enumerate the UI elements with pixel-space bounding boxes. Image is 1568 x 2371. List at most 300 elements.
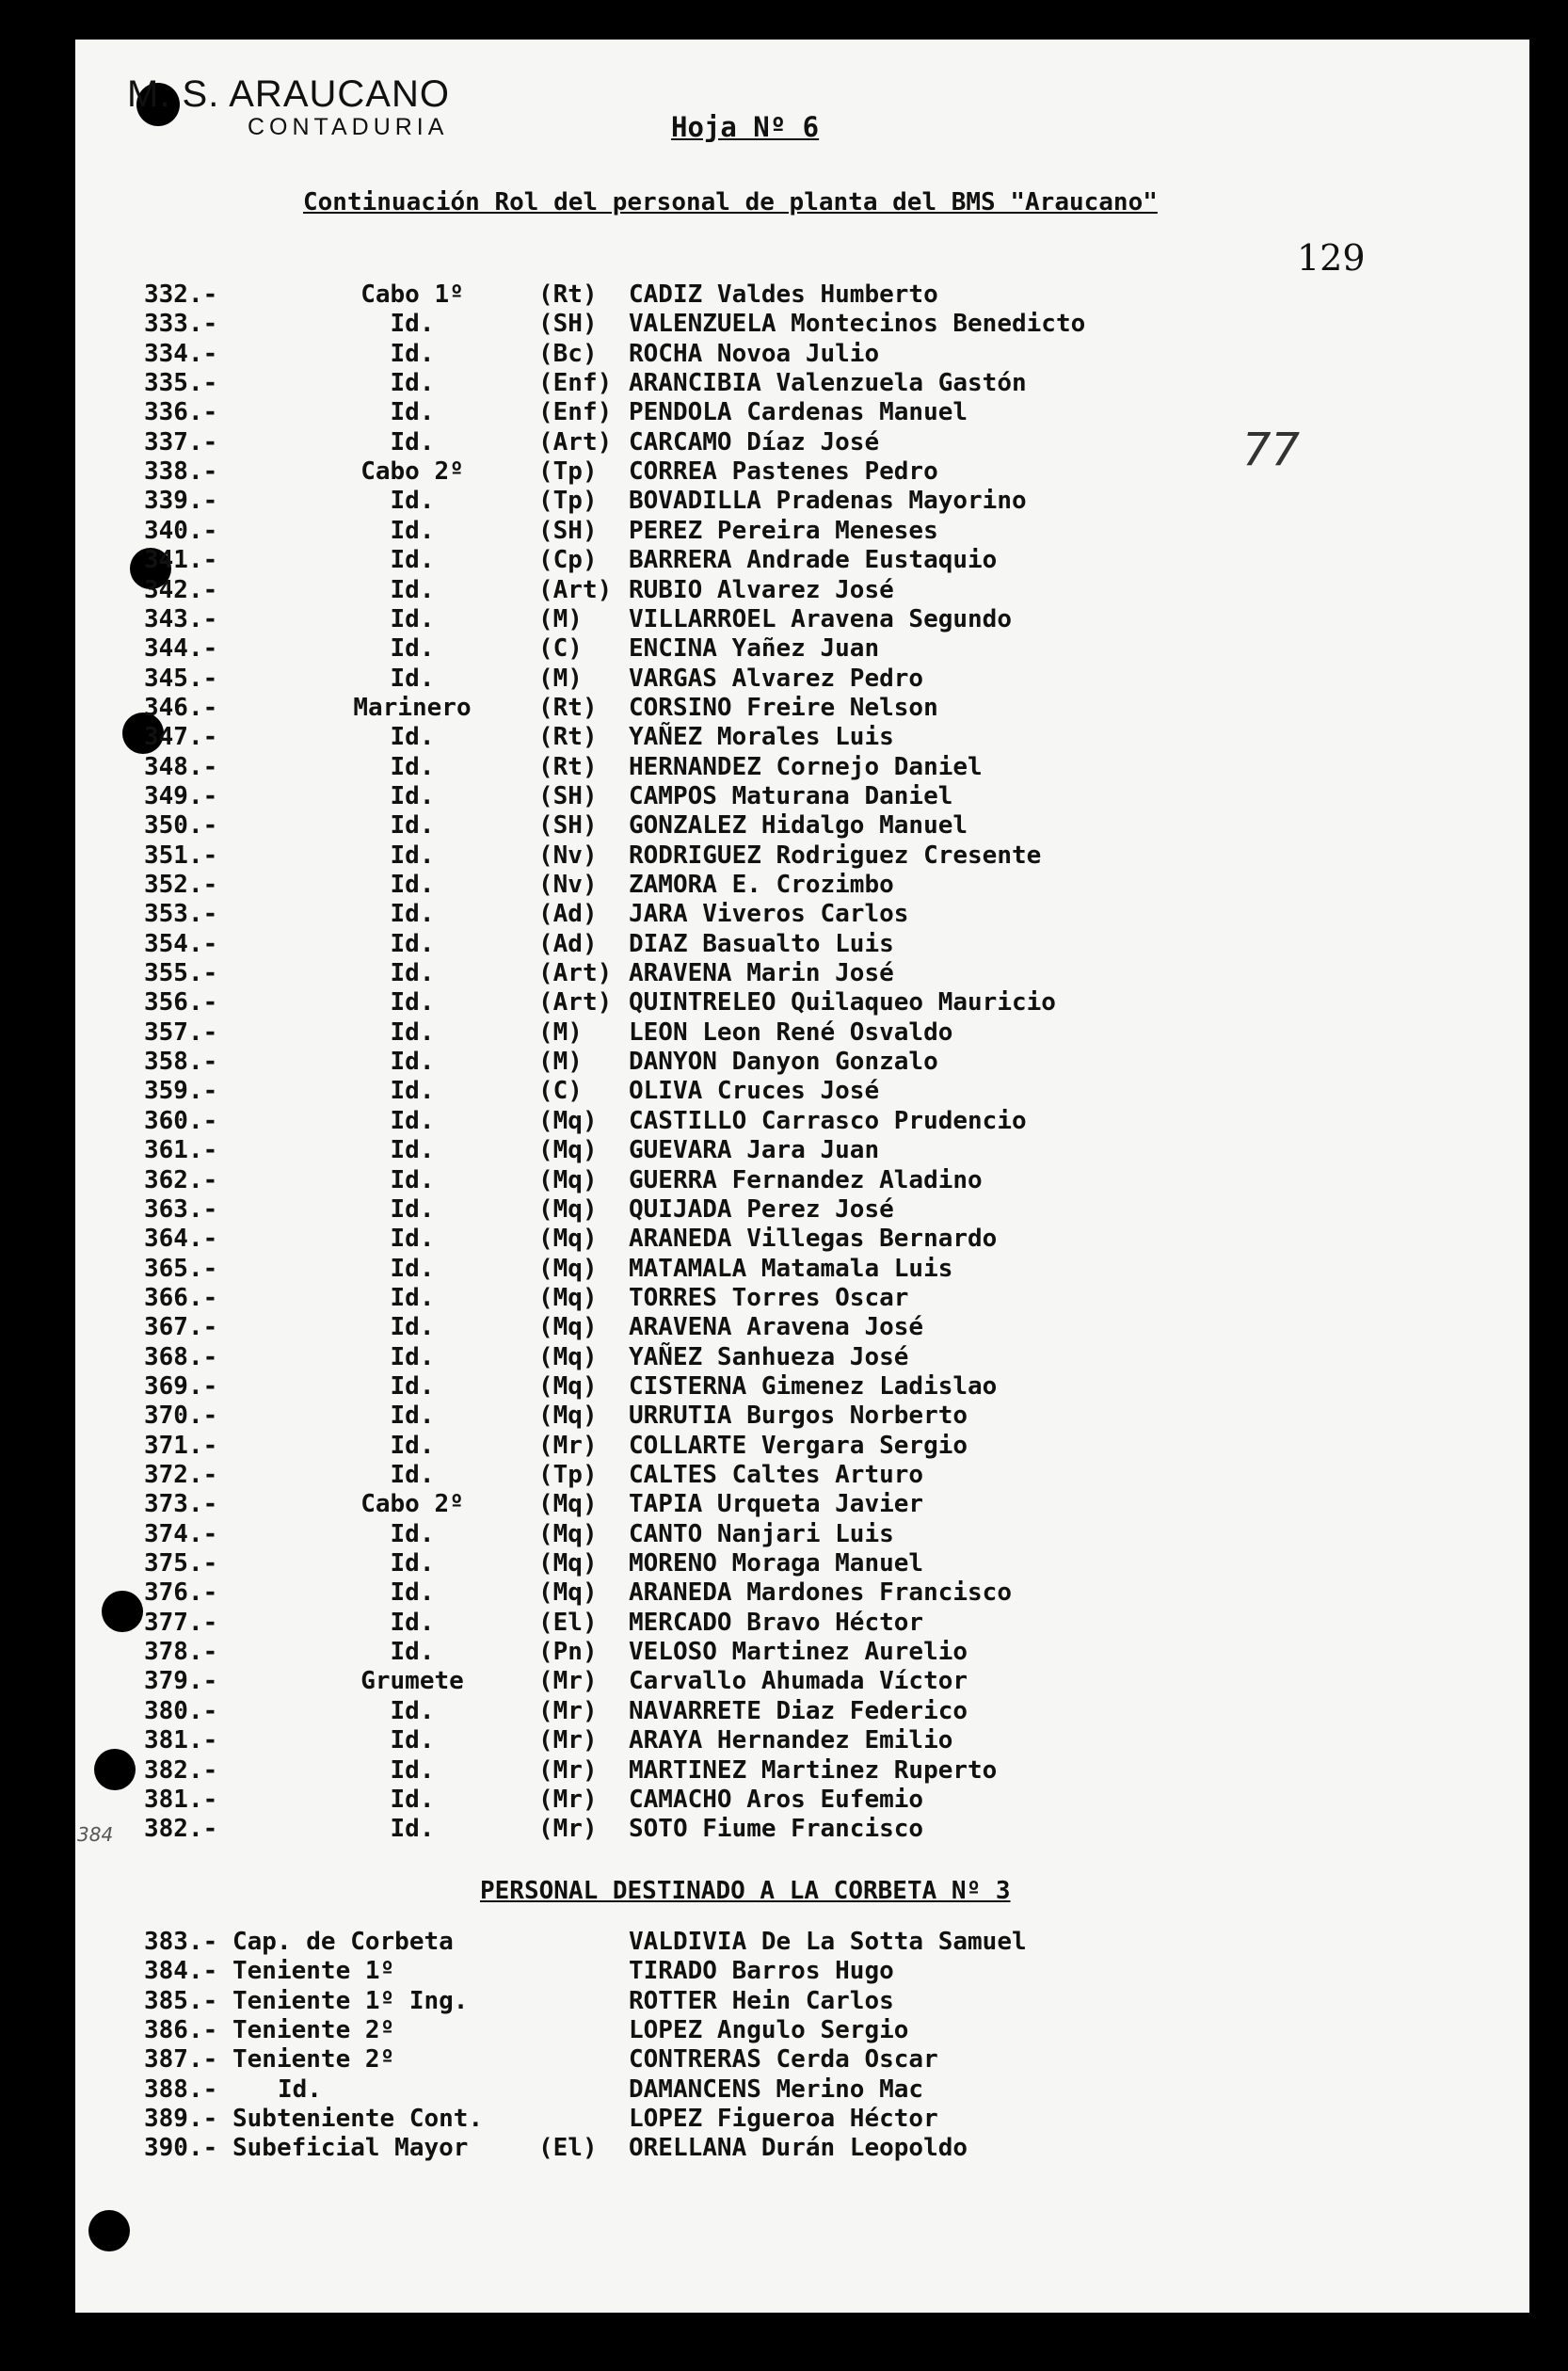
specialty-code: (C): [538, 1077, 583, 1106]
table-row: [0, 1048, 1412, 1077]
table-row: [0, 959, 1412, 988]
specialty-code: (Art): [538, 959, 613, 988]
table-row: [0, 1018, 1412, 1048]
rank: Cap. de Corbeta: [232, 1928, 454, 1956]
rank: Cabo 1º: [360, 280, 464, 309]
rank: Id.: [390, 634, 435, 664]
entry-number: 357.-: [144, 1017, 218, 1047]
rank: Cabo 2º: [360, 457, 464, 487]
person-name: VALENZUELA Montecinos Benedicto: [629, 310, 1086, 339]
entry-number: 340.-: [144, 516, 218, 545]
person-name: ROTTER Hein Carlos: [629, 1986, 894, 2015]
handwritten-note: 384: [77, 1823, 114, 1846]
entry-number: 386.-: [144, 2016, 218, 2045]
rank: Id.: [390, 398, 435, 427]
specialty-code: (Mq): [538, 1254, 598, 1283]
rank: Id.: [390, 1638, 435, 1667]
entry-number: 343.-: [144, 604, 218, 633]
entry-number: 352.-: [144, 871, 218, 899]
person-name: QUINTRELEO Quilaqueo Mauricio: [629, 988, 1056, 1017]
rank: Teniente 2º: [232, 2016, 395, 2045]
table-row: [0, 665, 1412, 694]
table-row: [0, 930, 1412, 959]
rank: Grumete: [360, 1667, 464, 1696]
entry-number: 356.-: [144, 988, 218, 1017]
entry-number: 387.-: [144, 2045, 218, 2075]
specialty-code: (SH): [538, 811, 598, 841]
person-name: TORRES Torres Oscar: [629, 1283, 909, 1312]
rank: Marinero: [353, 693, 472, 722]
entry-number: 338.-: [144, 457, 218, 487]
person-name: CONTRERAS Cerda Oscar: [629, 2045, 938, 2075]
entry-number: 373.-: [144, 1490, 218, 1519]
entry-number: 332.-: [144, 280, 218, 309]
rank: Id.: [390, 1402, 435, 1431]
specialty-code: (El): [538, 1608, 598, 1637]
entry-number: 378.-: [144, 1638, 218, 1667]
entry-number: 372.-: [144, 1461, 218, 1489]
table-row: [0, 546, 1412, 575]
specialty-code: (Art): [538, 427, 613, 457]
table-row: [0, 605, 1412, 634]
entry-number: 367.-: [144, 1313, 218, 1342]
table-row: [0, 398, 1412, 427]
person-name: TAPIA Urqueta Javier: [629, 1490, 924, 1519]
specialty-code: (Mr): [538, 1755, 598, 1785]
rank: Id.: [390, 723, 435, 752]
rank: Cabo 2º: [360, 1490, 464, 1519]
specialty-code: (Mq): [538, 1165, 598, 1194]
table-row: [0, 1520, 1412, 1549]
rank: Id.: [390, 900, 435, 929]
specialty-code: (Mq): [538, 1342, 598, 1371]
table-row: [0, 1402, 1412, 1431]
person-name: PENDOLA Cardenas Manuel: [629, 398, 968, 427]
person-name: BARRERA Andrade Eustaquio: [629, 546, 998, 575]
specialty-code: (Mq): [538, 1490, 598, 1519]
person-name: MATAMALA Matamala Luis: [629, 1254, 953, 1283]
rank: Id.: [390, 1726, 435, 1755]
person-name: GUERRA Fernandez Aladino: [629, 1165, 983, 1194]
specialty-code: (Rt): [538, 752, 598, 781]
entry-number: 388.-: [144, 2075, 218, 2104]
entry-number: 363.-: [144, 1194, 218, 1224]
entry-number: 350.-: [144, 811, 218, 841]
entry-number: 368.-: [144, 1342, 218, 1371]
specialty-code: (Mq): [538, 1136, 598, 1165]
rank: Id.: [390, 1313, 435, 1342]
entry-number: 336.-: [144, 398, 218, 427]
table-row: [0, 2105, 1412, 2134]
person-name: TIRADO Barros Hugo: [629, 1957, 894, 1986]
rank: Id.: [390, 1165, 435, 1194]
person-name: CADIZ Valdes Humberto: [629, 280, 938, 309]
table-row: [0, 1372, 1412, 1402]
table-row: [0, 988, 1412, 1017]
table-row: [0, 1987, 1412, 2016]
rank: Id.: [390, 1225, 435, 1254]
rank: Id.: [390, 1815, 435, 1844]
table-row: [0, 1490, 1412, 1519]
table-row: [0, 1667, 1412, 1696]
entry-number: 344.-: [144, 634, 218, 664]
ship-stamp: [127, 73, 450, 141]
person-name: URRUTIA Burgos Norberto: [629, 1402, 968, 1431]
table-row: [0, 753, 1412, 782]
table-row: [0, 1928, 1412, 1957]
rank: Id.: [390, 310, 435, 339]
rank: Id.: [390, 811, 435, 841]
specialty-code: (SH): [538, 516, 598, 545]
table-row: [0, 1815, 1412, 1844]
person-name: CORREA Pastenes Pedro: [629, 457, 938, 487]
person-name: RUBIO Alvarez José: [629, 575, 894, 604]
table-row: [0, 576, 1412, 605]
entry-number: 377.-: [144, 1608, 218, 1637]
specialty-code: (Ad): [538, 929, 598, 958]
person-name: CASTILLO Carrasco Prudencio: [629, 1106, 1027, 1135]
rank: Subteniente Cont.: [232, 2105, 484, 2134]
specialty-code: (Ad): [538, 900, 598, 929]
table-row: [0, 1284, 1412, 1313]
rank: Id.: [390, 1017, 435, 1047]
table-row: [0, 1756, 1412, 1786]
table-row: [0, 1166, 1412, 1195]
specialty-code: (M): [538, 664, 583, 693]
table-row: [0, 280, 1412, 310]
rank: Id.: [278, 2075, 322, 2104]
entry-number: 389.-: [144, 2105, 218, 2134]
rank: Id.: [390, 1136, 435, 1165]
person-name: ARANEDA Mardones Francisco: [629, 1578, 1012, 1608]
person-name: HERNANDEZ Cornejo Daniel: [629, 752, 983, 781]
person-name: BOVADILLA Pradenas Mayorino: [629, 487, 1027, 516]
rank: Subeficial Mayor: [232, 2134, 469, 2163]
table-row: [0, 1195, 1412, 1225]
entry-number: 355.-: [144, 959, 218, 988]
rank: Id.: [390, 369, 435, 398]
person-name: DIAZ Basualto Luis: [629, 929, 894, 958]
rank: Id.: [390, 427, 435, 457]
entry-number: 382.-: [144, 1755, 218, 1785]
entry-number: 380.-: [144, 1696, 218, 1725]
rank: Id.: [390, 988, 435, 1017]
entry-number: 384.-: [144, 1957, 218, 1986]
person-name: ENCINA Yañez Juan: [629, 634, 880, 664]
person-name: ZAMORA E. Crozimbo: [629, 871, 894, 899]
person-name: YAÑEZ Sanhueza José: [629, 1342, 909, 1371]
table-row: [0, 457, 1412, 487]
table-row: [0, 871, 1412, 900]
entry-number: 341.-: [144, 546, 218, 575]
specialty-code: (Mq): [538, 1519, 598, 1548]
rank: Id.: [390, 1519, 435, 1548]
specialty-code: (Pn): [538, 1638, 598, 1667]
specialty-code: (SH): [538, 310, 598, 339]
table-row: [0, 1255, 1412, 1284]
table-row: [0, 1461, 1412, 1490]
entry-number: 365.-: [144, 1254, 218, 1283]
specialty-code: (M): [538, 1017, 583, 1047]
table-row: [0, 517, 1412, 546]
person-name: VELOSO Martinez Aurelio: [629, 1638, 968, 1667]
person-name: GONZALEZ Hidalgo Manuel: [629, 811, 968, 841]
ship-name: M. S. ARAUCANO: [127, 73, 450, 115]
rank: Id.: [390, 1106, 435, 1135]
table-row: [0, 1786, 1412, 1815]
entry-number: 353.-: [144, 900, 218, 929]
specialty-code: (Mq): [538, 1313, 598, 1342]
table-row: [0, 428, 1412, 457]
specialty-code: (M): [538, 1048, 583, 1077]
table-row: [0, 1609, 1412, 1638]
rank: Id.: [390, 1283, 435, 1312]
rank: Id.: [390, 1431, 435, 1460]
entry-number: 360.-: [144, 1106, 218, 1135]
person-name: CARCAMO Díaz José: [629, 427, 880, 457]
table-row: [0, 634, 1412, 664]
specialty-code: (Rt): [538, 280, 598, 309]
rank: Id.: [390, 1077, 435, 1106]
person-name: VALDIVIA De La Sotta Samuel: [629, 1928, 1027, 1956]
specialty-code: (Mq): [538, 1194, 598, 1224]
rank: Id.: [390, 1608, 435, 1637]
rank: Id.: [390, 487, 435, 516]
entry-number: 379.-: [144, 1667, 218, 1696]
entry-number: 358.-: [144, 1048, 218, 1077]
rank: Id.: [390, 841, 435, 870]
person-name: GUEVARA Jara Juan: [629, 1136, 880, 1165]
specialty-code: (Enf): [538, 369, 613, 398]
entry-number: 390.-: [144, 2134, 218, 2163]
entry-number: 369.-: [144, 1371, 218, 1401]
person-name: DANYON Danyon Gonzalo: [629, 1048, 938, 1077]
person-name: ARAVENA Marin José: [629, 959, 894, 988]
table-row: [0, 782, 1412, 811]
table-row: [0, 369, 1412, 398]
specialty-code: (Tp): [538, 487, 598, 516]
person-name: YAÑEZ Morales Luis: [629, 723, 894, 752]
rank: Id.: [390, 929, 435, 958]
specialty-code: (Art): [538, 575, 613, 604]
entry-number: 382.-: [144, 1815, 218, 1844]
table-row: [0, 2075, 1412, 2105]
specialty-code: (Mq): [538, 1578, 598, 1608]
person-name: MORENO Moraga Manuel: [629, 1549, 924, 1578]
person-name: ARANCIBIA Valenzuela Gastón: [629, 369, 1027, 398]
table-row: [0, 1549, 1412, 1578]
entry-number: 342.-: [144, 575, 218, 604]
specialty-code: (Bc): [538, 339, 598, 368]
entry-number: 381.-: [144, 1785, 218, 1814]
person-name: CISTERNA Gimenez Ladislao: [629, 1371, 998, 1401]
person-name: PEREZ Pereira Meneses: [629, 516, 938, 545]
table-row: [0, 1957, 1412, 1986]
specialty-code: (Mr): [538, 1667, 598, 1696]
table-row: [0, 1697, 1412, 1726]
rank: Id.: [390, 1578, 435, 1608]
entry-number: 359.-: [144, 1077, 218, 1106]
rank: Teniente 1º: [232, 1957, 395, 1986]
person-name: MERCADO Bravo Héctor: [629, 1608, 924, 1637]
person-name: SOTO Fiume Francisco: [629, 1815, 924, 1844]
specialty-code: (Mr): [538, 1785, 598, 1814]
person-name: ARAYA Hernandez Emilio: [629, 1726, 953, 1755]
rank: Id.: [390, 959, 435, 988]
table-row: [0, 1578, 1412, 1608]
person-name: Carvallo Ahumada Víctor: [629, 1667, 968, 1696]
person-name: CAMPOS Maturana Daniel: [629, 781, 953, 810]
person-name: ORELLANA Durán Leopoldo: [629, 2134, 968, 2163]
rank: Teniente 2º: [232, 2045, 395, 2075]
table-row: [0, 1726, 1412, 1755]
table-row: [0, 1077, 1412, 1106]
rank: Id.: [390, 546, 435, 575]
specialty-code: (Mr): [538, 1431, 598, 1460]
rank: Id.: [390, 1048, 435, 1077]
person-name: ARANEDA Villegas Bernardo: [629, 1225, 998, 1254]
table-row: [0, 2016, 1412, 2045]
person-name: OLIVA Cruces José: [629, 1077, 880, 1106]
person-name: ROCHA Novoa Julio: [629, 339, 880, 368]
specialty-code: (Rt): [538, 723, 598, 752]
specialty-code: (Tp): [538, 457, 598, 487]
rank: Id.: [390, 575, 435, 604]
specialty-code: (SH): [538, 781, 598, 810]
specialty-code: (Enf): [538, 398, 613, 427]
entry-number: 370.-: [144, 1402, 218, 1431]
rank: Id.: [390, 604, 435, 633]
entry-number: 349.-: [144, 781, 218, 810]
specialty-code: (Art): [538, 988, 613, 1017]
entry-number: 364.-: [144, 1225, 218, 1254]
table-row: [0, 1638, 1412, 1667]
entry-number: 334.-: [144, 339, 218, 368]
rank: Id.: [390, 1785, 435, 1814]
document-title: Continuación Rol del personal de planta del BMS "Araucano": [303, 188, 1158, 216]
page-number: 129: [1297, 237, 1366, 279]
table-row: [0, 900, 1412, 929]
person-name: DAMANCENS Merino Mac: [629, 2075, 924, 2104]
specialty-code: (Nv): [538, 841, 598, 870]
specialty-code: (Mq): [538, 1549, 598, 1578]
entry-number: 383.-: [144, 1928, 218, 1956]
entry-number: 347.-: [144, 723, 218, 752]
entry-number: 351.-: [144, 841, 218, 870]
person-name: ARAVENA Aravena José: [629, 1313, 924, 1342]
person-name: CALTES Caltes Arturo: [629, 1461, 924, 1489]
person-name: VARGAS Alvarez Pedro: [629, 664, 924, 693]
person-name: VILLARROEL Aravena Segundo: [629, 604, 1012, 633]
specialty-code: (C): [538, 634, 583, 664]
rank: Teniente 1º Ing.: [232, 1986, 469, 2015]
specialty-code: (Mq): [538, 1225, 598, 1254]
entry-number: 345.-: [144, 664, 218, 693]
entry-number: 335.-: [144, 369, 218, 398]
entry-number: 366.-: [144, 1283, 218, 1312]
table-row: [0, 340, 1412, 369]
table-row: [0, 310, 1412, 339]
rank: Id.: [390, 1194, 435, 1224]
person-name: CORSINO Freire Nelson: [629, 693, 938, 722]
table-row: [0, 1313, 1412, 1342]
rank: Id.: [390, 516, 435, 545]
rank: Id.: [390, 781, 435, 810]
entry-number: 354.-: [144, 929, 218, 958]
rank: Id.: [390, 1254, 435, 1283]
entry-number: 348.-: [144, 752, 218, 781]
person-name: JARA Viveros Carlos: [629, 900, 909, 929]
punch-hole: [88, 2210, 130, 2251]
specialty-code: (Tp): [538, 1461, 598, 1489]
handwritten-number: 77: [1242, 424, 1301, 476]
specialty-code: (El): [538, 2134, 598, 2163]
entry-number: 362.-: [144, 1165, 218, 1194]
specialty-code: (Mq): [538, 1402, 598, 1431]
rank: Id.: [390, 339, 435, 368]
rank: Id.: [390, 664, 435, 693]
table-row: [0, 811, 1412, 841]
specialty-code: (Mq): [538, 1371, 598, 1401]
specialty-code: (Rt): [538, 693, 598, 722]
specialty-code: (Mq): [538, 1283, 598, 1312]
specialty-code: (Mr): [538, 1696, 598, 1725]
table-row: [0, 1107, 1412, 1136]
corvette-section-title: PERSONAL DESTINADO A LA CORBETA Nº 3: [480, 1877, 1011, 1905]
table-row: [0, 1136, 1412, 1165]
rank: Id.: [390, 1371, 435, 1401]
rank: Id.: [390, 1755, 435, 1785]
specialty-code: (M): [538, 604, 583, 633]
rank: Id.: [390, 1549, 435, 1578]
person-name: CAMACHO Aros Eufemio: [629, 1785, 924, 1814]
table-row: [0, 841, 1412, 871]
entry-number: 361.-: [144, 1136, 218, 1165]
table-row: [0, 1225, 1412, 1254]
person-name: LOPEZ Figueroa Héctor: [629, 2105, 938, 2134]
rank: Id.: [390, 752, 435, 781]
person-name: QUIJADA Perez José: [629, 1194, 894, 1224]
table-row: [0, 2045, 1412, 2075]
rank: Id.: [390, 1461, 435, 1489]
entry-number: 371.-: [144, 1431, 218, 1460]
table-row: [0, 2134, 1412, 2163]
entry-number: 374.-: [144, 1519, 218, 1548]
table-row: [0, 487, 1412, 516]
rank: Id.: [390, 1342, 435, 1371]
sheet-number: Hoja Nº 6: [671, 111, 820, 143]
specialty-code: (Mr): [538, 1726, 598, 1755]
person-name: MARTINEZ Martinez Ruperto: [629, 1755, 998, 1785]
person-name: NAVARRETE Diaz Federico: [629, 1696, 968, 1725]
specialty-code: (Cp): [538, 546, 598, 575]
person-name: LEON Leon René Osvaldo: [629, 1017, 953, 1047]
table-row: [0, 723, 1412, 752]
entry-number: 376.-: [144, 1578, 218, 1608]
person-name: CANTO Nanjari Luis: [629, 1519, 894, 1548]
entry-number: 375.-: [144, 1549, 218, 1578]
table-row: [0, 1432, 1412, 1461]
rank: Id.: [390, 1696, 435, 1725]
person-name: RODRIGUEZ Rodriguez Cresente: [629, 841, 1042, 870]
entry-number: 337.-: [144, 427, 218, 457]
table-row: [0, 1343, 1412, 1372]
specialty-code: (Mr): [538, 1815, 598, 1844]
department-name: CONTADURIA: [248, 114, 449, 140]
specialty-code: (Mq): [538, 1106, 598, 1135]
entry-number: 339.-: [144, 487, 218, 516]
entry-number: 381.-: [144, 1726, 218, 1755]
